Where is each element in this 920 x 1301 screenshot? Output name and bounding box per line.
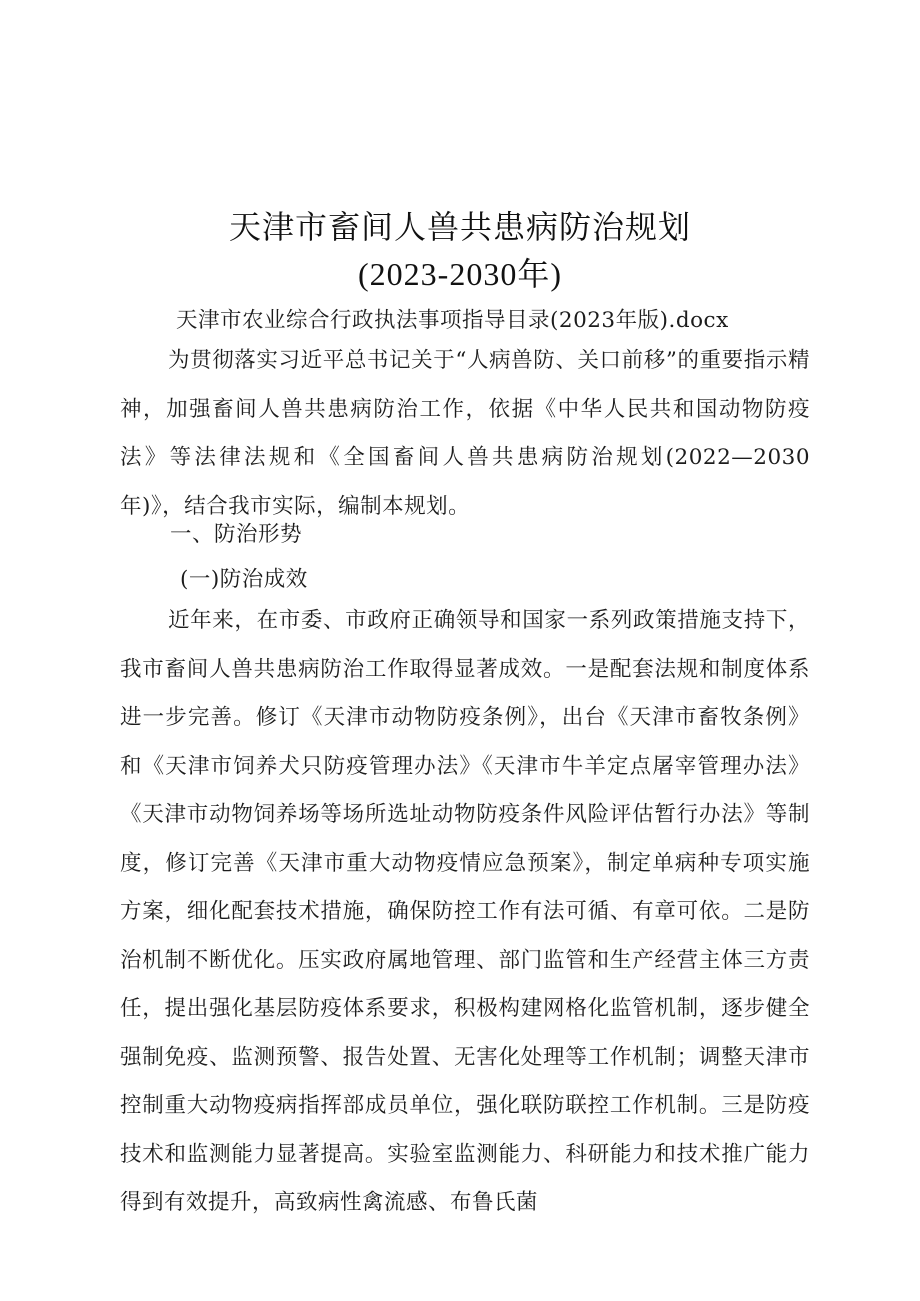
document-subtitle: 天津市农业综合行政执法事项指导目录(2023年版).docx [176, 308, 729, 333]
document-title: 天津市畜间人兽共患病防治规划 [228, 208, 691, 246]
subsection-heading: (一)防治成效 [180, 567, 308, 592]
document-title-years: (2023-2030年) [358, 256, 562, 292]
intro-paragraph: 为贯彻落实习近平总书记关于“人病兽防、关口前移”的重要指示精神，加强畜间人兽共患病防治工作，依据《中华人民共和国动物防疫法》等法律法规和《全国畜间人兽共患病防治规划(2022—2030年)》，结合我市实际，编制本规划。 [120, 348, 810, 519]
main-paragraph: 近年来，在市委、市政府正确领导和国家一系列政策措施支持下，我市畜间人兽共患病防治工作取得显著成效。一是配套法规和制度体系进一步完善。修订《天津市动物防疫条例》，出台《天津市畜牧条例》和《天津市饲养犬只防疫管理办法》《天津市牛羊定点屠宰管理办法》《天津市动物饲养场等场所选址动物防疫条件风险评估暂行办法》等制度，修订完善《天津市重大动物疫情应急预案》，制定单病种专项实施方案，细化配套技术措施，确保防控工作有法可循、有章可依。二是防治机制不断优化。压实政府属地管理、部门监管和生产经营主体三方责任，提出强化基层防疫体系要求，积极构建网格化监管机制，逐步健全强制免疫、监测预警、报告处置、无害化处理等工作机制；调整天津市控制重大动物疫病指挥部成员单位，强化联防联控工作机制。三是防疫技术和监测能力显著提高。实验室监测能力、科研能力和技术推广能力得到有效提升，高致病性禽流感、布鲁氏菌 [120, 608, 810, 1215]
section-heading: 一、防治形势 [170, 522, 303, 547]
